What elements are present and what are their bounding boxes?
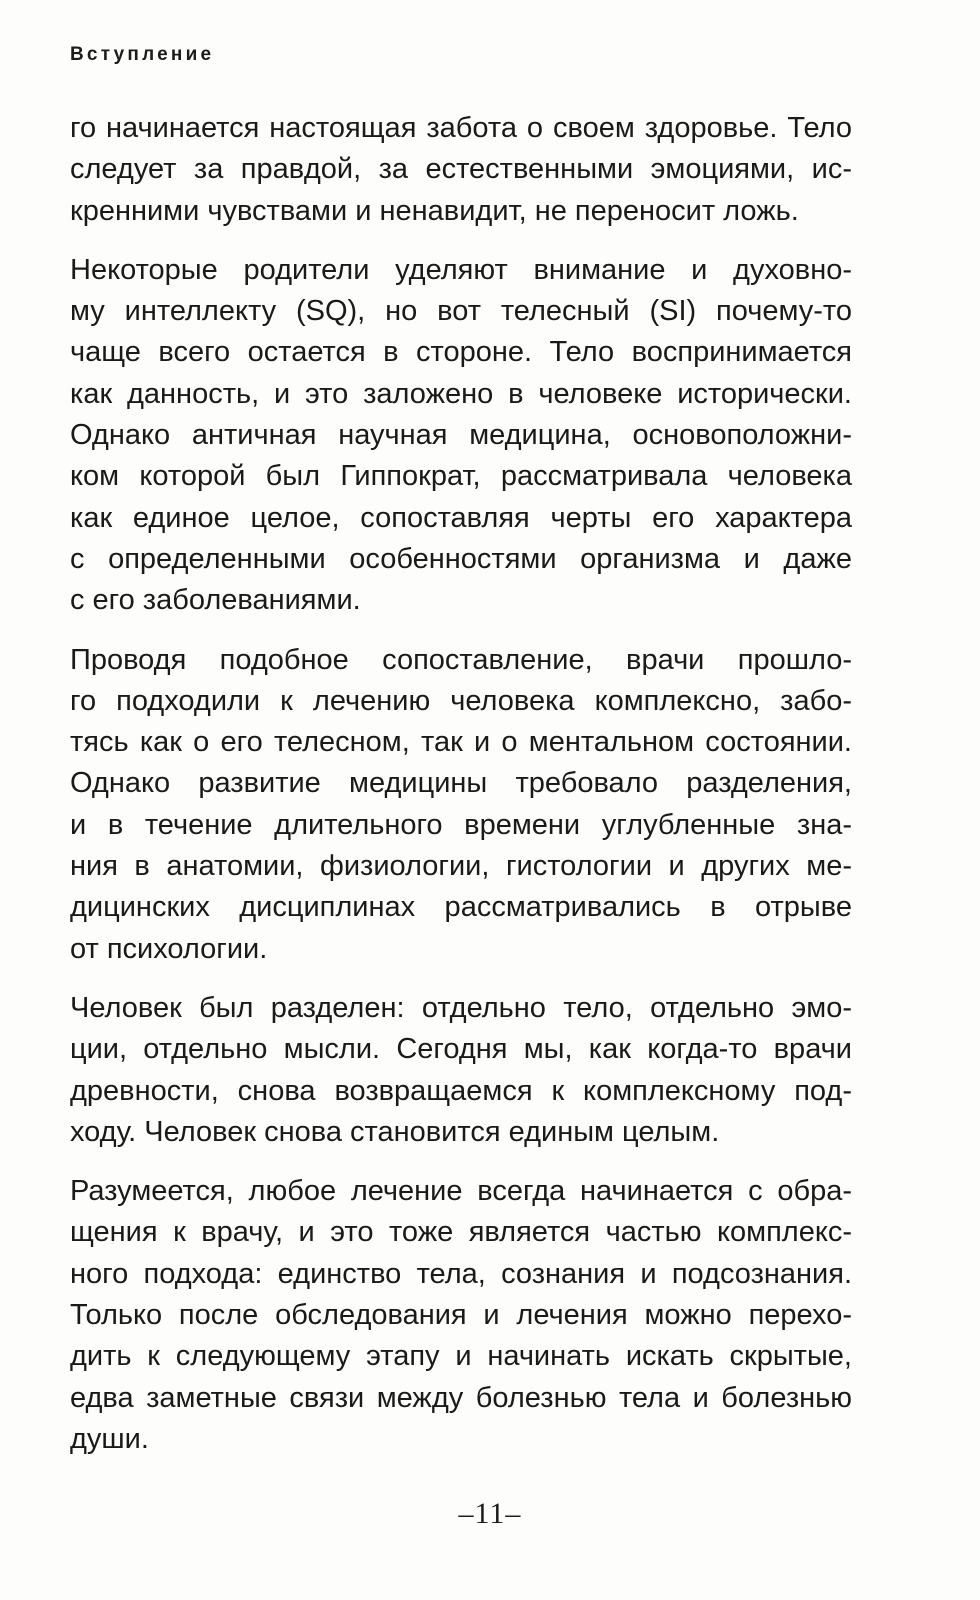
text-line: души. (70, 1422, 149, 1455)
paragraph (70, 250, 852, 622)
text-line: го начинается настоящая забота о своем здоровье. Тело (70, 112, 852, 144)
text-line: му интеллекту (SQ), но вот телесный (SI) почему-то (70, 295, 852, 328)
page-number: –11– (458, 1497, 522, 1530)
text-line: ком которой был Гиппократ, рассматривала человека (70, 460, 852, 493)
text-line: ного подхода: единство тела, сознания и подсознания. (70, 1257, 852, 1290)
text-line: Проводя подобное сопоставление, врачи прошло- (70, 643, 852, 676)
text-line: го подходили к лечению человека комплексно, забо- (70, 684, 852, 717)
text-line: тясь как о его телесном, так и о ментальном состоянии. (70, 726, 852, 759)
text-line: Некоторые родители уделяют внимание и духовно- (70, 253, 852, 286)
text-line: от психологии. (70, 932, 268, 965)
text-line: следует за правдой, за естественными эмоциями, ис- (70, 153, 852, 186)
text-line: с его заболеваниями. (70, 584, 361, 617)
text-line: как единое целое, сопоставляя черты его характера (70, 501, 852, 534)
text-line: Человек был разделен: отдельно тело, отдельно эмо- (70, 991, 852, 1024)
text-line: как данность, и это заложено в человеке исторически. (70, 377, 852, 410)
body-text (70, 108, 852, 1478)
paragraph (70, 108, 852, 232)
text-line: Разумеется, любое лечение всегда начинается с обра- (70, 1175, 852, 1208)
text-line: едва заметные связи между болезнью тела и болезнью (70, 1381, 852, 1414)
text-line: ции, отдельно мысли. Сегодня мы, как когда-то врачи (70, 1033, 852, 1066)
text-line: Однако античная научная медицина, основоположни- (70, 419, 852, 452)
text-line: кренними чувствами и ненавидит, не переносит ложь. (70, 194, 799, 227)
text-line: древности, снова возвращаемся к комплексному под- (70, 1074, 852, 1107)
text-line: с определенными особенностями организма и даже (70, 542, 852, 575)
text-line: щения к врачу, и это тоже является частью комплекс- (70, 1216, 852, 1249)
running-head: Вступление (70, 44, 215, 65)
text-line: дицинских дисциплинах рассматривались в отрыве (70, 891, 852, 924)
paragraph (70, 640, 852, 970)
text-line: Однако развитие медицины требовало разделения, (70, 767, 852, 800)
text-line: чаще всего остается в стороне. Тело воспринимается (70, 336, 852, 369)
text-line: дить к следующему этапу и начинать искать скрытые, (70, 1340, 852, 1373)
text-line: Только после обследования и лечения можно перехо- (70, 1299, 852, 1332)
paragraph (70, 988, 852, 1153)
text-line: и в течение длительного времени углубленные зна- (70, 808, 852, 841)
paragraph (70, 1171, 852, 1460)
text-line: ходу. Человек снова становится единым целым. (70, 1115, 720, 1148)
text-line: ния в анатомии, физиологии, гистологии и других ме- (70, 850, 852, 883)
